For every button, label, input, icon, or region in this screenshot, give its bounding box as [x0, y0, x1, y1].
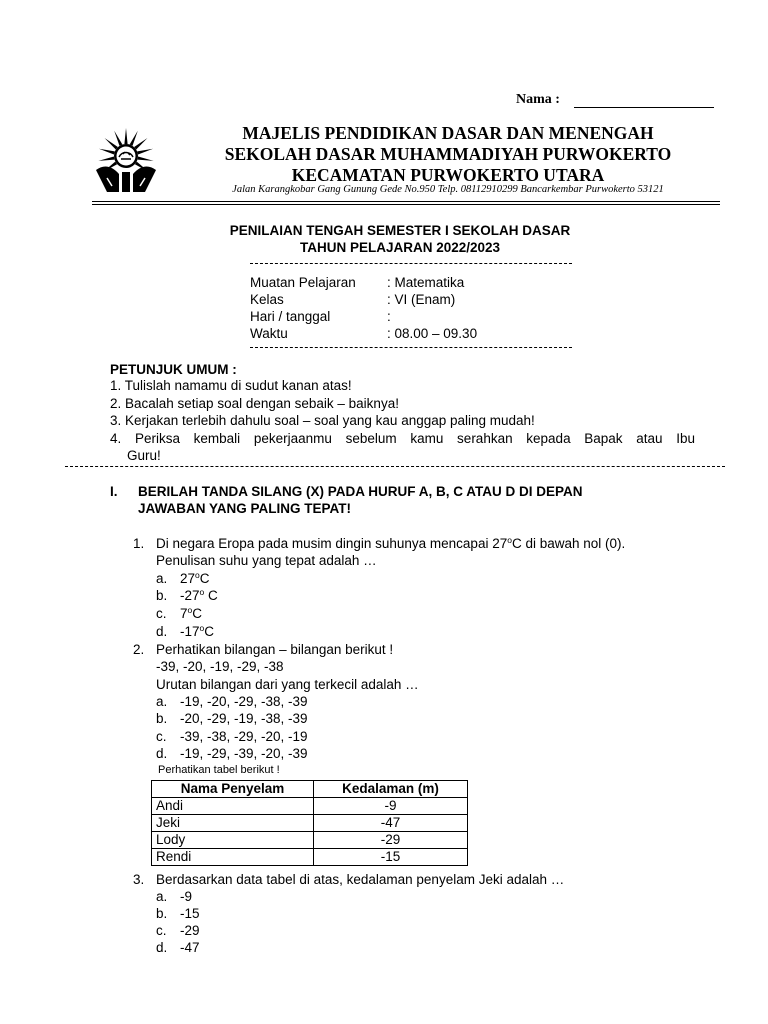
table-row	[152, 798, 468, 815]
option-text: -17$^o$C	[180, 623, 214, 639]
header-rule-thin	[92, 204, 720, 205]
table-cell: -29	[314, 832, 468, 849]
option-letter: b.	[156, 906, 168, 921]
info-label-subject: Muatan Pelajaran	[250, 275, 356, 290]
question-text: Di negara Eropa pada musim dingin suhunya mencapai 27$^o$C di bawah nol (0).	[156, 535, 626, 551]
option-letter: b.	[156, 711, 168, 726]
diver-depth-table	[151, 780, 468, 866]
instructions-title: PETUNJUK UMUM :	[110, 362, 237, 377]
option-text: -29	[180, 923, 200, 938]
option-text: -19, -20, -29, -38, -39	[180, 694, 308, 709]
info-label-class: Kelas	[250, 292, 284, 307]
question-text: Perhatikan bilangan – bilangan berikut !	[156, 642, 394, 657]
table-cell: -47	[314, 815, 468, 832]
section-instruction: BERILAH TANDA SILANG (X) PADA HURUF A, B, C ATAU D DI DEPAN	[138, 484, 583, 499]
exam-title: PENILAIAN TENGAH SEMESTER I SEKOLAH DASAR	[229, 223, 571, 238]
dashed-divider	[250, 263, 572, 264]
table-cell: Rendi	[152, 849, 314, 866]
instruction-item-continuation: Guru!	[127, 448, 161, 463]
option-letter: a.	[156, 889, 168, 904]
table-cell: -15	[314, 849, 468, 866]
question-number: 3.	[133, 872, 145, 887]
option-letter: d.	[156, 624, 168, 639]
option-letter: c.	[156, 923, 167, 938]
instruction-item: 4. Periksa kembali pekerjaanmu sebelum kamu serahkan kepada Bapak atau Ibu	[110, 431, 695, 446]
muhammadiyah-logo-icon	[92, 126, 160, 194]
info-value-class: : VI (Enam)	[387, 292, 456, 307]
table-cell: Lody	[152, 832, 314, 849]
instruction-item: 2. Bacalah setiap soal dengan sebaik – baiknya!	[110, 396, 399, 411]
header-school-name: SEKOLAH DASAR MUHAMMADIYAH PURWOKERTO	[224, 144, 672, 164]
option-letter: c.	[156, 729, 167, 744]
table-row	[152, 849, 468, 866]
option-letter: c.	[156, 606, 167, 621]
instruction-item: 3. Kerjakan terlebih dahulu soal – soal yang kau anggap paling mudah!	[110, 413, 535, 428]
table-cell: Jeki	[152, 815, 314, 832]
option-text: -19, -29, -39, -20, -39	[180, 746, 308, 761]
info-value-time: : 08.00 – 09.30	[387, 326, 478, 341]
option-letter: d.	[156, 940, 168, 955]
nama-blank-line	[574, 107, 714, 108]
table-header-cell: Kedalaman (m)	[314, 781, 468, 798]
info-value-date: :	[387, 309, 391, 324]
table-header-cell: Nama Penyelam	[152, 781, 314, 798]
option-text: -9	[180, 889, 193, 904]
option-text: 7$^o$C	[180, 605, 202, 621]
dashed-divider	[250, 347, 572, 348]
option-text: -39, -38, -29, -20, -19	[180, 729, 308, 744]
dashed-divider	[65, 466, 725, 467]
option-text: -27$^o$ C	[180, 587, 218, 603]
section-number: I.	[110, 484, 118, 499]
question-number: 2.	[133, 642, 145, 657]
table-header-row	[152, 781, 468, 798]
option-letter: a.	[156, 694, 168, 709]
header-rule-thick	[92, 201, 720, 202]
section-instruction: JAWABAN YANG PALING TEPAT!	[138, 501, 352, 516]
question-text: -39, -20, -19, -29, -38	[156, 659, 284, 674]
header-majelis: MAJELIS PENDIDIKAN DASAR DAN MENENGAH	[242, 123, 654, 143]
exam-year: TAHUN PELAJARAN 2022/2023	[299, 240, 501, 255]
instruction-item: 1. Tulislah namamu di sudut kanan atas!	[110, 378, 352, 393]
info-value-subject: : Matematika	[387, 275, 465, 290]
option-letter: b.	[156, 588, 168, 603]
nama-label: Nama :	[516, 92, 560, 107]
question-number: 1.	[133, 536, 145, 551]
option-text: -47	[180, 940, 200, 955]
option-letter: a.	[156, 571, 168, 586]
info-label-time: Waktu	[250, 326, 288, 341]
header-address: Jalan Karangkobar Gang Gunung Gede No.950 Telp. 08112910299 Bancarkembar Purwokerto 53121	[232, 184, 664, 195]
table-note: Perhatikan tabel berikut !	[158, 764, 280, 776]
table-row	[152, 832, 468, 849]
table-row	[152, 815, 468, 832]
option-letter: d.	[156, 746, 168, 761]
option-text: 27$^o$C	[180, 570, 210, 586]
option-text: -20, -29, -19, -38, -39	[180, 711, 308, 726]
question-text: Penulisan suhu yang tepat adalah …	[156, 553, 377, 568]
question-text: Berdasarkan data tabel di atas, kedalaman penyelam Jeki adalah …	[156, 872, 565, 887]
question-text: Urutan bilangan dari yang terkecil adalah …	[156, 677, 419, 692]
table-cell: -9	[314, 798, 468, 815]
option-text: -15	[180, 906, 200, 921]
table-cell: Andi	[152, 798, 314, 815]
header-kecamatan: KECAMATAN PURWOKERTO UTARA	[291, 165, 605, 185]
info-label-date: Hari / tanggal	[250, 309, 331, 324]
